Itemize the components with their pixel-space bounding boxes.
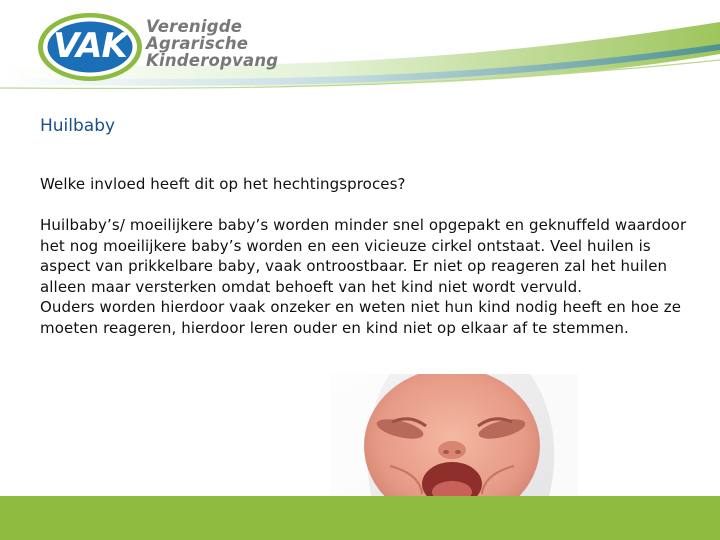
body-paragraph-1: Huilbaby’s/ moeilijkere baby’s worden minder snel opgepakt en geknuffeld waardoor het nog moeilijkere baby’s worden en een vicieuze cirkel ontstaat. Veel huilen is aspect van prikkelbare baby, vaak ontroostbaar. Er niet op reageren zal het huilen alleen maar versterken omdat behoeft van het kind niet wordt vervuld. bbox=[40, 216, 687, 296]
header bbox=[0, 0, 720, 100]
logo-line-1: Verenigde bbox=[146, 17, 243, 36]
body-paragraph-2: Ouders worden hierdoor vaak onzeker en weten niet hun kind nodig heeft en hoe ze moeten reageren, hierdoor leren ouder en kind niet op elkaar af te stemmen. bbox=[40, 298, 682, 337]
vak-logo-letters bbox=[48, 26, 132, 66]
logo-wordmark bbox=[146, 18, 278, 69]
logo-line-3: Kinderopvang bbox=[146, 51, 279, 70]
logo-line-2: Agrarische bbox=[146, 34, 249, 53]
footer-bar bbox=[0, 496, 720, 540]
slide-question: Welke invloed heeft dit op het hechtingsproces? bbox=[40, 175, 406, 193]
crying-baby-photo bbox=[330, 374, 578, 512]
vak-logo-text: VAK bbox=[53, 26, 127, 66]
slide-title: Huilbaby bbox=[40, 116, 116, 136]
slide-body bbox=[40, 215, 690, 339]
